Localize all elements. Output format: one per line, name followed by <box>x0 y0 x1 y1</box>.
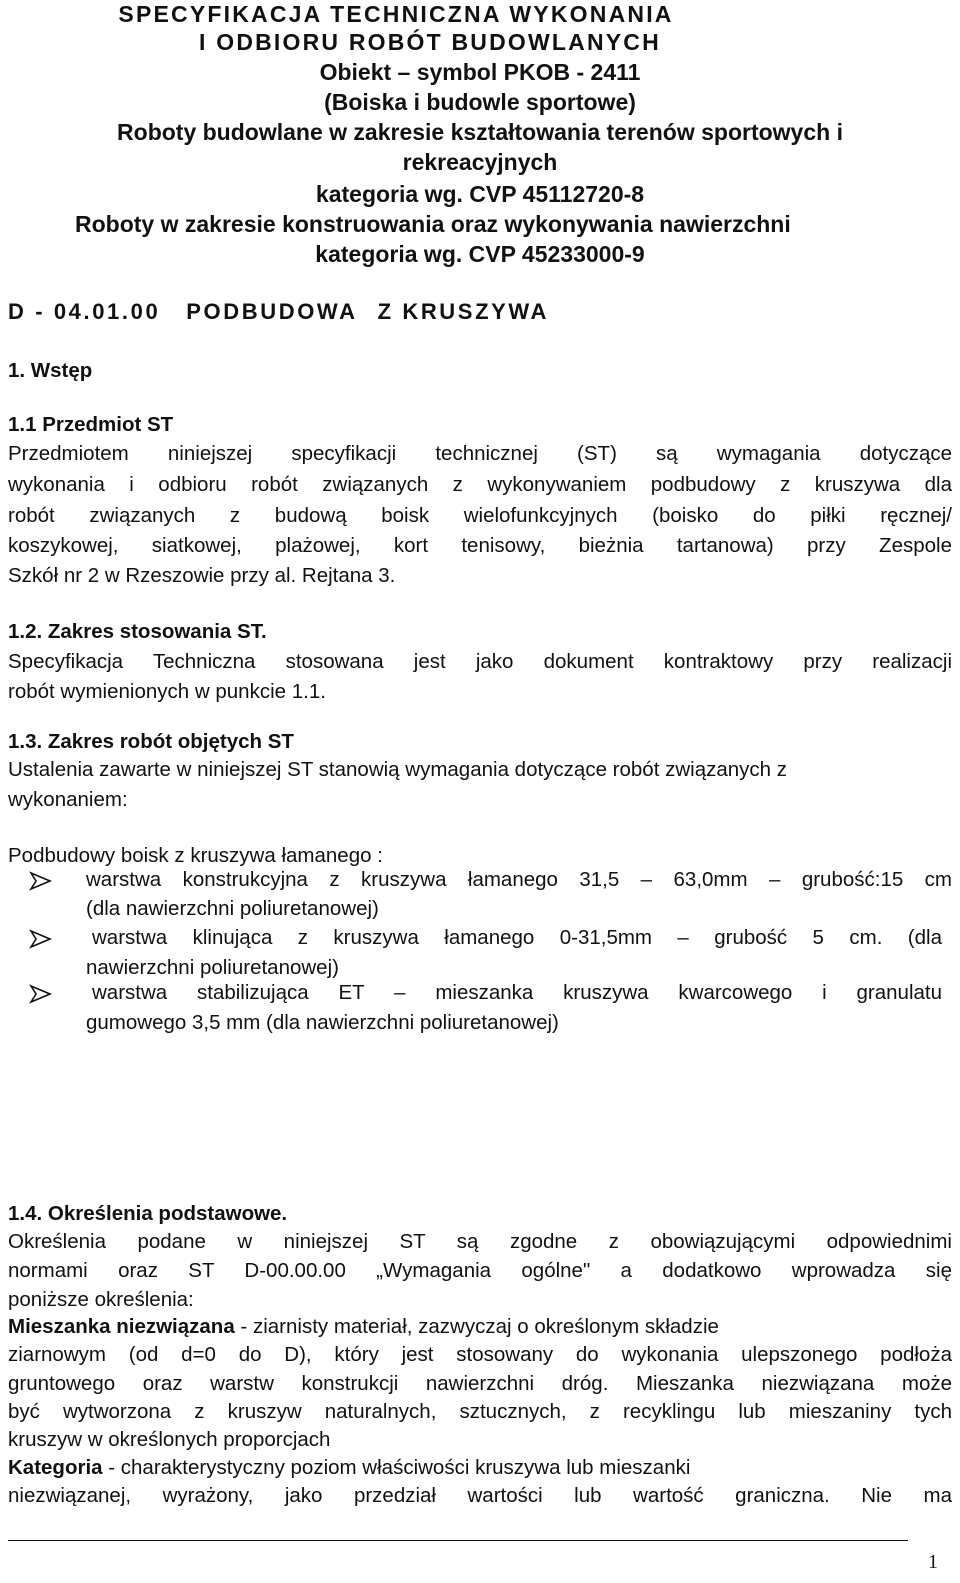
term-mieszanka: Mieszanka niezwiązana <box>8 1315 235 1338</box>
paragraph-line: koszykowej, siatkowej, plażowej, kort tenisowy, bieżnia tartanowa) przy Zespole <box>8 534 952 557</box>
paragraph-line: normami oraz ST D-00.00.00 „Wymagania ogólne" a dodatkowo wprowadza się <box>8 1259 952 1282</box>
list-item-line: warstwa klinująca z kruszywa łamanego 0-31,5mm – grubość 5 cm. (dla <box>92 926 942 949</box>
definition-line <box>8 1313 952 1340</box>
section-1-2-heading: 1.2. Zakres stosowania ST. <box>8 620 267 643</box>
paragraph-line: wykonaniem: <box>8 788 128 811</box>
paragraph-line: być wytworzona z kruszyw naturalnych, sztucznych, z recyklingu lub mieszaniny tych <box>8 1400 952 1423</box>
paragraph-line: gruntowego oraz warstw konstrukcji nawierzchni dróg. Mieszanka niezwiązana może <box>8 1372 952 1395</box>
paragraph-line: Szkół nr 2 w Rzeszowie przy al. Rejtana 3. <box>8 564 396 587</box>
works-scope-line-3: Roboty w zakresie konstruowania oraz wykonywania nawierzchni <box>75 211 791 237</box>
term-definition-start: - ziarnisty materiał, zazwyczaj o określonym składzie <box>234 1315 719 1338</box>
arrow-bullet-icon <box>28 871 54 891</box>
doc-title-line-2: I ODBIORU ROBÓT BUDOWLANYCH <box>199 29 661 55</box>
paragraph-line: wykonania i odbioru robót związanych z wykonywaniem podbudowy z kruszywa dla <box>8 473 952 496</box>
paragraph-line: Określenia podane w niniejszej ST są zgodne z obowiązującymi odpowiednimi <box>8 1230 952 1253</box>
cvp-code-1: kategoria wg. CVP 45112720-8 <box>315 181 645 207</box>
footer-rule <box>8 1540 908 1541</box>
paragraph-line: robót związanych z budową boisk wielofunkcyjnych (boisko do piłki ręcznej/ <box>8 504 952 527</box>
arrow-bullet-icon <box>28 929 54 949</box>
list-item-line: warstwa stabilizująca ET – mieszanka kruszywa kwarcowego i granulatu <box>92 981 942 1004</box>
list-title: Podbudowy boisk z kruszywa łamanego : <box>8 844 383 867</box>
doc-title-line-1: SPECYFIKACJA TECHNICZNA WYKONANIA <box>118 1 674 27</box>
paragraph-line: ziarnowym (od d=0 do D), który jest stosowany do wykonania ulepszonego podłoża <box>8 1343 952 1366</box>
works-scope-line-1: Roboty budowlane w zakresie kształtowania terenów sportowych i <box>117 119 843 145</box>
object-symbol: Obiekt – symbol PKOB - 2411 <box>319 59 641 85</box>
paragraph-line: robót wymienionych w punkcie 1.1. <box>8 680 326 703</box>
paragraph-line: poniższe określenia: <box>8 1288 194 1311</box>
section-1-1-heading: 1.1 Przedmiot ST <box>8 413 174 436</box>
cvp-code-2: kategoria wg. CVP 45233000-9 <box>315 241 645 267</box>
term-kategoria: Kategoria <box>8 1456 103 1479</box>
paragraph-line: Przedmiotem niniejszej specyfikacji technicznej (ST) są wymagania dotyczące <box>8 442 952 465</box>
section-1-4-heading: 1.4. Określenia podstawowe. <box>8 1202 288 1225</box>
paragraph-line: Specyfikacja Techniczna stosowana jest jako dokument kontraktowy przy realizacji <box>8 650 952 673</box>
definition-line <box>8 1454 952 1481</box>
spec-code-heading <box>8 298 549 326</box>
paragraph-line: niezwiązanej, wyrażony, jako przedział wartości lub wartość graniczna. Nie ma <box>8 1484 952 1507</box>
paragraph-line: Ustalenia zawarte w niniejszej ST stanowią wymagania dotyczące robót związanych z <box>8 758 787 781</box>
list-item-line: gumowego 3,5 mm (dla nawierzchni poliuretanowej) <box>86 1011 559 1034</box>
list-item-line: (dla nawierzchni poliuretanowej) <box>86 897 379 920</box>
arrow-bullet-icon <box>28 984 54 1004</box>
list-item-line: nawierzchni poliuretanowej) <box>86 956 339 979</box>
works-scope-line-2: rekreacyjnych <box>402 149 558 175</box>
object-category: (Boiska i budowle sportowe) <box>324 89 636 115</box>
term-definition-start: - charakterystyczny poziom właściwości kruszywa lub mieszanki <box>102 1456 691 1479</box>
paragraph-line: kruszyw w określonych proporcjach <box>8 1428 331 1451</box>
page-number: 1 <box>928 1551 938 1573</box>
section-1-heading: 1. Wstęp <box>8 359 93 382</box>
list-item-line: warstwa konstrukcyjna z kruszywa łamanego 31,5 – 63,0mm – grubość:15 cm <box>86 868 952 891</box>
spec-code-number: D - 04.01.00 <box>8 299 161 324</box>
spec-code-title-b: Z KRUSZYWA <box>377 299 550 324</box>
spec-code-title-a: PODBUDOWA <box>186 299 358 324</box>
section-1-3-heading: 1.3. Zakres robót objętych ST <box>8 730 294 753</box>
